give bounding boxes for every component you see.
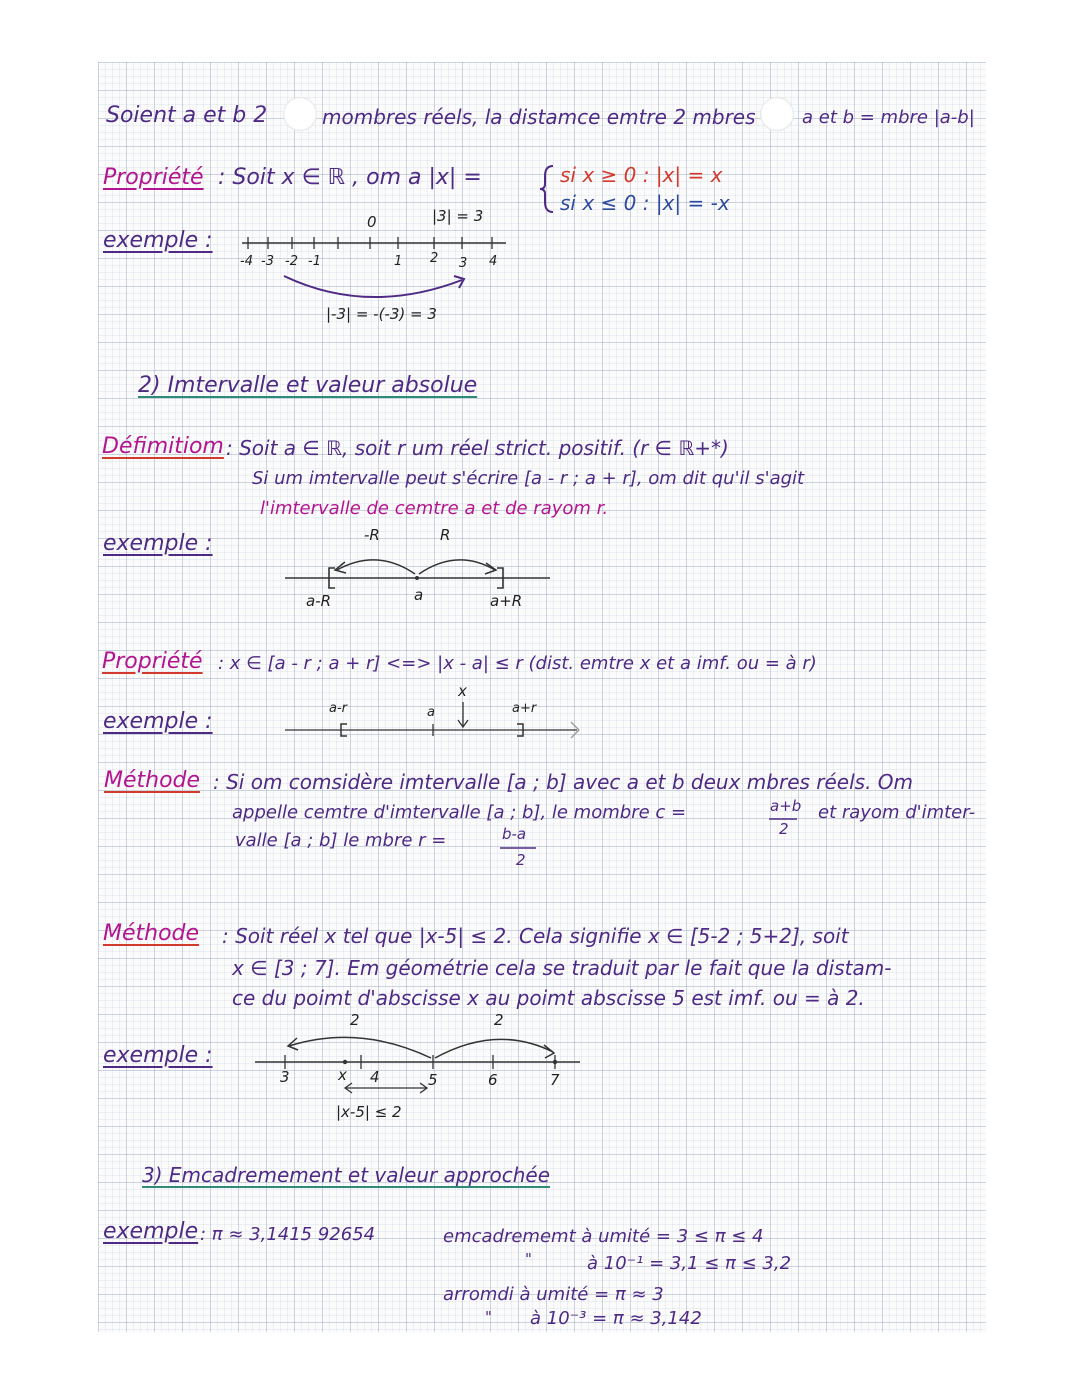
method-label-2: Méthode — [103, 921, 200, 946]
radius-frac-denominator: 2 — [516, 851, 526, 869]
binder-hole-2 — [760, 97, 794, 131]
tick-label: 4 — [370, 1068, 380, 1086]
abs-minus3-label: |-3| = -(-3) = 3 — [326, 305, 437, 323]
x-label: x — [458, 682, 467, 700]
top-line-part3: a et b = mbre |a-b| — [802, 107, 975, 128]
property-label-2: Propriété — [102, 649, 203, 674]
method1-line-2: appelle cemtre d'imtervalle [a ; b], le mombre c = — [232, 802, 687, 823]
example-label-3: exemple : — [103, 709, 213, 734]
abs3-label: |3| = 3 — [432, 207, 484, 225]
grid-paper — [98, 62, 986, 1332]
ditto-mark-2: " — [485, 1308, 492, 1326]
definition-line-3: l'imtervalle de cemtre a et de rayom r. — [260, 498, 609, 519]
section-3-title: 3) Emcadremement et valeur approchée — [142, 1163, 551, 1187]
definition-line-1: : Soit a ∈ ℝ, soit r um réel strict. positif. (r ∈ ℝ+*) — [226, 436, 729, 460]
property-text-2: : x ∈ [a - r ; a + r] <=> |x - a| ≤ r (dist. emtre x et a imf. ou = à r) — [218, 653, 817, 674]
tick-label: 6 — [488, 1071, 498, 1089]
definition-label: Défimitiom — [102, 434, 224, 459]
method-label-1: Méthode — [104, 768, 201, 793]
distance-two-left: 2 — [350, 1011, 360, 1029]
tick-label: 7 — [550, 1071, 560, 1089]
pi-value: : π ≈ 3,1415 92654 — [200, 1224, 376, 1245]
number-line-1 — [240, 228, 520, 258]
abs-case-negative: si x ≤ 0 : |x| = -x — [560, 191, 730, 215]
tick-label: -4 — [240, 254, 253, 269]
tick-label: 2 — [430, 251, 439, 266]
binder-hole-1 — [283, 97, 317, 131]
minus-r-label: -R — [364, 526, 380, 544]
zero-label: 0 — [367, 213, 377, 231]
property-label-1: Propriété — [103, 165, 204, 190]
number-line-2 — [255, 1028, 595, 1098]
distance-two-right: 2 — [494, 1011, 504, 1029]
center-frac-denominator: 2 — [779, 820, 789, 838]
a-minus-r-label: a-R — [306, 592, 332, 610]
method2-line-1: : Soit réel x tel que |x-5| ≤ 2. Cela signifie x ∈ [5-2 ; 5+2], soit — [222, 924, 849, 948]
section-2-title: 2) Imtervalle et valeur absolue — [138, 373, 478, 398]
tick-label: 1 — [394, 254, 403, 269]
method1-line-2b: et rayom d'imter- — [818, 802, 976, 823]
example-label-5: exemple — [103, 1219, 199, 1244]
a-label: a — [414, 586, 424, 604]
property-text-1: : Soit x ∈ ℝ , om a |x| = — [218, 165, 482, 190]
method2-line-2: x ∈ [3 ; 7]. Em géométrie cela se traduit par le fait que la distam- — [232, 956, 892, 980]
method2-line-3: ce du poimt d'abscisse x au poimt abscisse 5 est imf. ou = à 2. — [232, 986, 865, 1010]
center-frac-numerator: a+b — [770, 797, 802, 815]
example-label-1: exemple : — [103, 228, 213, 253]
tick-label: 3 — [459, 256, 468, 271]
tick-label: -3 — [261, 254, 274, 269]
a-minus-r-label: a-r — [329, 701, 348, 716]
brace-icon — [538, 164, 558, 214]
encadrement-tenth: à 10⁻¹ = 3,1 ≤ π ≤ 3,2 — [587, 1253, 792, 1274]
tick-label: 3 — [280, 1068, 290, 1086]
example-label-2: exemple : — [103, 531, 213, 556]
definition-line-2: Si um imtervalle peut s'écrire [a - r ; a + r], om dit qu'il s'agit — [252, 468, 805, 489]
top-line-part1: Soient a et b 2 — [106, 103, 268, 128]
method1-line-3: valle [a ; b] le mbre r = — [235, 830, 447, 851]
tick-label: x — [338, 1066, 347, 1084]
abs-case-positive: si x ≥ 0 : |x| = x — [560, 163, 723, 187]
radius-frac-numerator: b-a — [502, 825, 527, 843]
encadrement-unit: emcadrememt à umité = 3 ≤ π ≤ 4 — [443, 1226, 764, 1247]
fraction-bar — [500, 846, 540, 850]
example-label-4: exemple : — [103, 1043, 213, 1068]
a-plus-r-label: a+r — [512, 701, 537, 716]
method1-line-1: : Si om comsidère imtervalle [a ; b] avec a et b deux mbres réels. Om — [213, 770, 914, 794]
r-label: R — [440, 526, 451, 544]
interval-diagram-1 — [285, 548, 565, 598]
tick-label: -1 — [308, 254, 321, 269]
a-label: a — [427, 705, 435, 720]
tick-label: 4 — [489, 254, 498, 269]
arc-arrow-icon — [278, 270, 478, 310]
arrondi-thousandth: à 10⁻³ = π ≈ 3,142 — [530, 1308, 702, 1329]
a-plus-r-label: a+R — [490, 592, 523, 610]
arrondi-unit: arromdi à umité = π ≈ 3 — [443, 1284, 664, 1305]
tick-label: -2 — [285, 254, 298, 269]
ditto-mark-1: " — [525, 1250, 532, 1268]
top-line-part2: mombres réels, la distamce emtre 2 mbres — [322, 105, 756, 129]
interval-diagram-2 — [285, 700, 595, 740]
tick-label: 5 — [428, 1071, 438, 1089]
abs-x-minus-5-label: |x-5| ≤ 2 — [336, 1103, 402, 1121]
